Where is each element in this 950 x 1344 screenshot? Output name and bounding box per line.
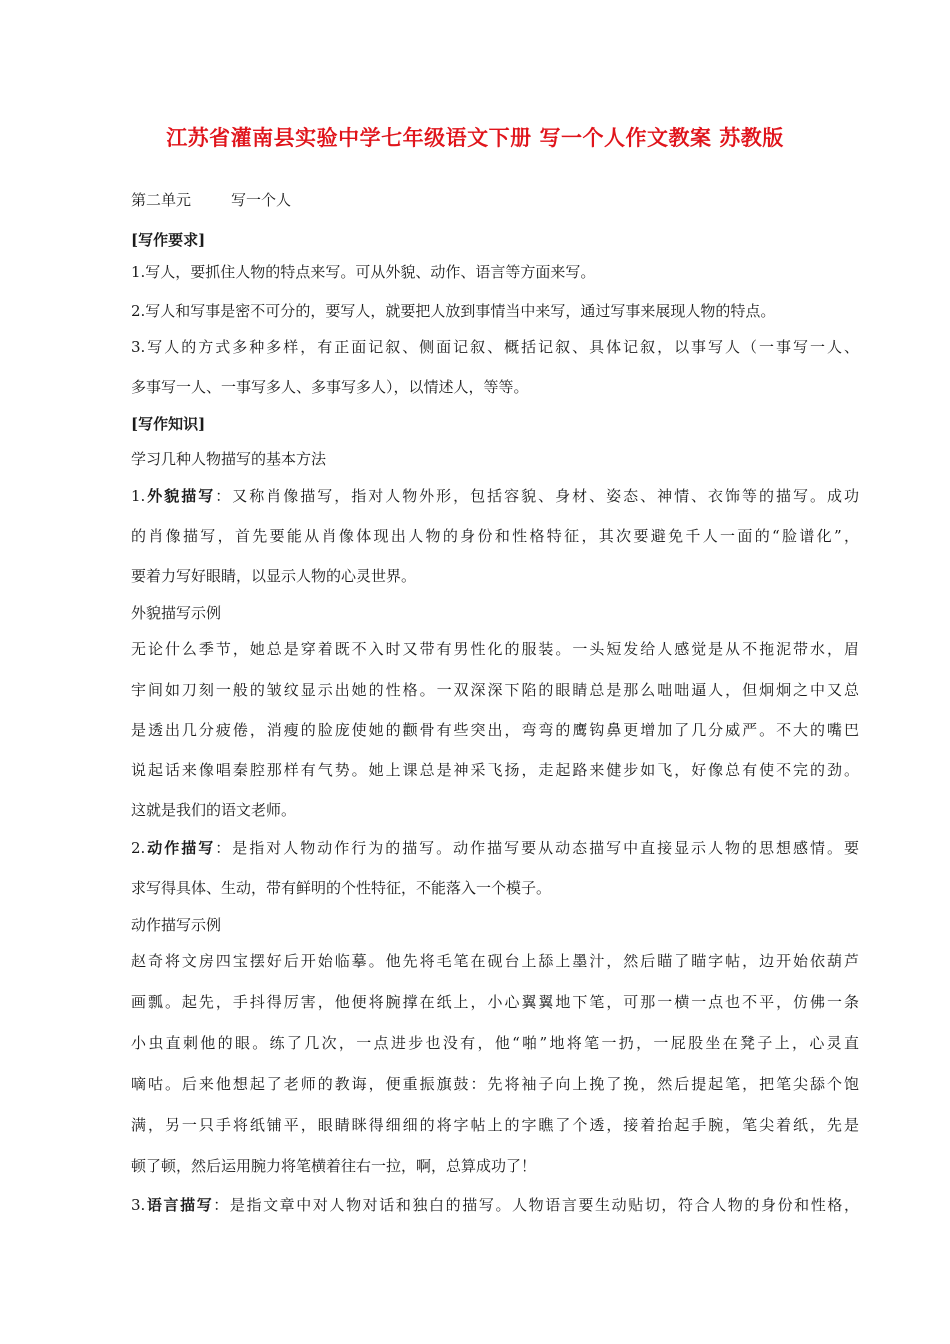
language-num: 3. <box>131 1196 146 1214</box>
action-text-1: ：是指对人物动作行为的描写。动作描写要从动态描写中直接显示人物的思想感情。要 <box>215 839 859 857</box>
action-example-line: 嘀咕。后来他想起了老师的教诲，便重振旗鼓：先将袖子向上挽了挽，然后提起笔，把笔尖舔个饱 <box>131 1075 859 1093</box>
appearance-num: 1. <box>131 487 146 505</box>
language-line-1 <box>131 1195 859 1215</box>
appearance-term: 外貌描写 <box>145 487 216 505</box>
appearance-example-line: 是透出几分疲倦，消瘦的脸庞使她的颧骨有些突出，弯弯的鹰钩鼻更增加了几分威严。不大的嘴巴 <box>131 721 859 739</box>
knowledge-heading: [写作知识] <box>131 415 206 433</box>
appearance-line-3: 要着力写好眼睛，以显示人物的心灵世界。 <box>131 567 417 585</box>
requirement-item-1: 1.写人，要抓住人物的特点来写。可从外貌、动作、语言等方面来写。 <box>131 263 596 281</box>
requirement-item-3-line-1: 3.写人的方式多种多样，有正面记叙、侧面记叙、概括记叙、具体记叙，以事写人（一事写一人、 <box>131 338 859 356</box>
action-example-line: 顿了顿，然后运用腕力将笔横着往右一拉，啊，总算成功了！ <box>131 1157 537 1175</box>
action-num: 2. <box>131 839 146 857</box>
unit-label: 第二单元 <box>131 191 192 209</box>
knowledge-intro: 学习几种人物描写的基本方法 <box>131 450 327 468</box>
requirements-heading: [写作要求] <box>131 231 206 249</box>
action-example-line: 赵奇将文房四宝摆好后开始临摹。他先将毛笔在砚台上舔上墨汁，然后瞄了瞄字帖，边开始依葫芦 <box>131 952 859 970</box>
unit-topic: 写一个人 <box>231 191 292 209</box>
unit-line <box>131 190 291 210</box>
action-example-line: 小虫直刺他的眼。练了几次，一点进步也没有，他“啪”地将笔一扔，一屁股坐在凳子上，心灵直 <box>131 1034 859 1052</box>
requirement-item-2: 2.写人和写事是密不可分的，要写人，就要把人放到事情当中来写，通过写事来展现人物的特点。 <box>131 302 776 320</box>
appearance-example-line: 宇间如刀刻一般的皱纹显示出她的性格。一双深深下陷的眼睛总是那么咄咄逼人，但炯炯之中又总 <box>131 681 859 699</box>
language-text-1: ：是指文章中对人物对话和独白的描写。人物语言要生动贴切，符合人物的身份和性格， <box>213 1196 859 1214</box>
appearance-example-title: 外貌描写示例 <box>131 604 222 622</box>
appearance-example-line: 无论什么季节，她总是穿着既不入时又带有男性化的服装。一头短发给人感觉是从不拖泥带水，眉 <box>131 640 859 658</box>
appearance-example-line: 说起话来像唱秦腔那样有气势。她上课总是神采飞扬，走起路来健步如飞，好像总有使不完的劲。 <box>131 761 859 779</box>
appearance-line-1 <box>131 486 859 506</box>
action-example-title: 动作描写示例 <box>131 916 222 934</box>
action-term: 动作描写 <box>145 839 216 857</box>
appearance-line-2: 的肖像描写，首先要能从肖像体现出人物的身份和性格特征，其次要避免千人一面的“脸谱化”， <box>131 527 859 545</box>
requirement-item-3-line-2: 多事写一人、一事写多人、多事写多人），以情述人，等等。 <box>131 378 529 396</box>
appearance-text-1: ：又称肖像描写，指对人物外形，包括容貌、身材、姿态、神情、衣饰等的描写。成功 <box>215 487 859 505</box>
action-example-line: 画瓢。起先，手抖得厉害，他便将腕撑在纸上，小心翼翼地下笔，可那一横一点也不平，仿佛一条 <box>131 993 859 1011</box>
language-term: 语言描写 <box>145 1196 214 1214</box>
document-title: 江苏省灌南县实验中学七年级语文下册 写一个人作文教案 苏教版 <box>166 125 784 150</box>
action-example-line: 满，另一只手将纸铺平，眼睛眯得细细的将字帖上的字瞧了个透，接着抬起手腕，笔尖着纸，先是 <box>131 1116 859 1134</box>
appearance-example-line: 这就是我们的语文老师。 <box>131 801 297 819</box>
action-line-2: 求写得具体、生动，带有鲜明的个性特征，不能落入一个模子。 <box>131 879 552 897</box>
action-line-1 <box>131 838 859 858</box>
